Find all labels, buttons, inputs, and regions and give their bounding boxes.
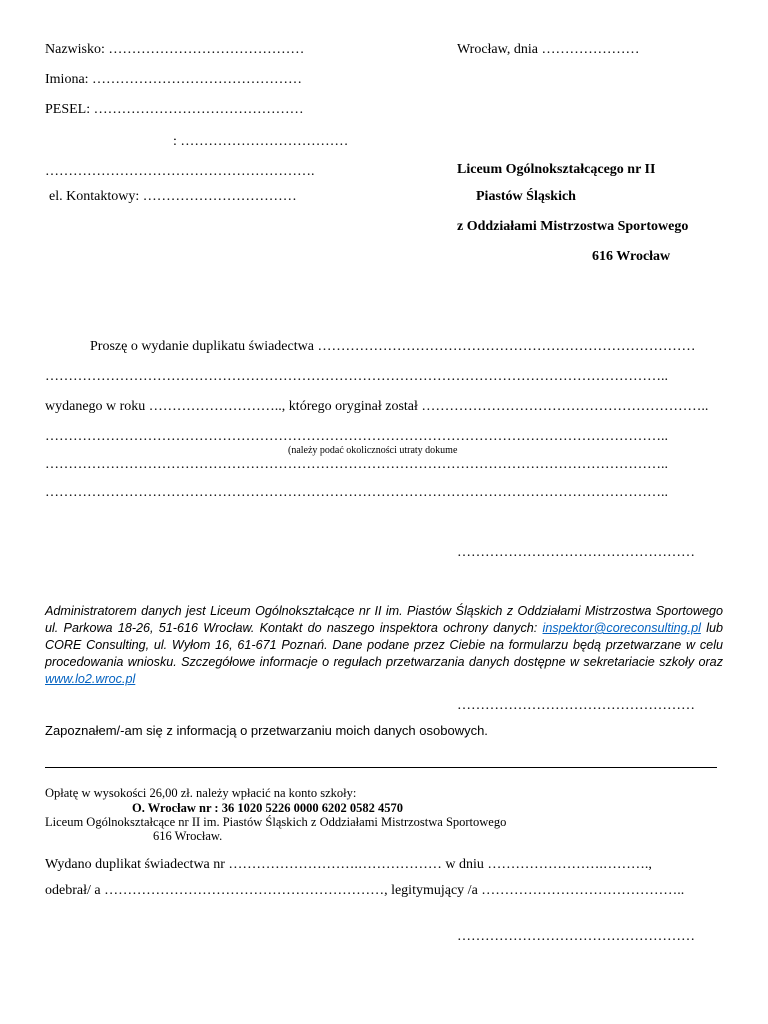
address-field[interactable]: : ……………………………… (173, 134, 349, 149)
bank-account-number: O. Wrocław nr : 36 1020 5226 0000 6202 0582 4570 (132, 801, 403, 815)
inspector-email-link[interactable]: inspektor@coreconsulting.pl (542, 621, 701, 635)
address-line-field[interactable]: …………………………………………………. (45, 164, 315, 179)
recipient-line-3: z Oddziałami Mistrzostwa Sportowego (457, 219, 689, 234)
request-line-4[interactable]: …………………………………………………………………………………………………………………….. (45, 429, 668, 444)
request-line-3[interactable]: wydanego w roku ……………………….., którego oryginał został …………………………………………………….. (45, 399, 709, 414)
request-note: (należy podać okoliczności utraty dokume (288, 445, 458, 456)
request-line-6[interactable]: …………………………………………………………………………………………………………………….. (45, 485, 668, 500)
surname-field[interactable]: Nazwisko: …………………………………… (45, 42, 305, 57)
rodo-acknowledgement: Zapoznałem/-am się z informacją o przetwarzaniu moich danych osobowych. (45, 723, 488, 738)
signature-line-2[interactable]: …………………………………………… (457, 698, 695, 713)
rodo-text-1: Administratorem danych jest Liceum Ogólnokształcące nr II im. Piastów Śląskich z Oddziałami Mistrzostwa Sportowego ul. Parkowa 18-26, 51-616 Wrocław. Kontakt do naszego inspektora ochrony danych: (45, 604, 723, 635)
issued-line-2[interactable]: odebrał/ a ……………………………………………………, legitymujący /a …………………………………….. (45, 883, 685, 898)
recipient-line-2: Piastów Śląskich (476, 189, 576, 204)
recipient-line-4: 616 Wrocław (592, 249, 671, 264)
payment-school-name: Liceum Ogólnokształcące nr II im. Piastów Śląskich z Oddziałami Mistrzostwa Sportowego (45, 815, 507, 829)
rodo-notice (45, 603, 723, 688)
pesel-field[interactable]: PESEL: ……………………………………… (45, 102, 304, 117)
request-line-2[interactable]: …………………………………………………………………………………………………………………….. (45, 369, 668, 384)
payment-info: Opłatę w wysokości 26,00 zł. należy wpłacić na konto szkoły: (45, 786, 357, 800)
request-line-1[interactable]: Proszę o wydanie duplikatu świadectwa ……………………………………………………………………… (90, 339, 696, 354)
signature-line-1[interactable]: …………………………………………… (457, 545, 695, 560)
issued-line-1[interactable]: Wydano duplikat świadectwa nr ……………………….……………… w dniu …………………….………., (45, 857, 652, 872)
rodo-text-2: lub CORE Consulting, ul. Wyłom 16, 61-671 Poznań. Dane podane przez Ciebie na formularzu będą przetwarzane w celu procedowania wniosku. Szczegółowe informacje o regułach przetwarzania danych dostępne w sekretariacie szkoły oraz (45, 621, 724, 669)
recipient-line-1: Liceum Ogólnokształcącego nr II (457, 162, 656, 177)
first-names-field[interactable]: Imiona: ……………………………………… (45, 72, 303, 87)
signature-line-3[interactable]: …………………………………………… (457, 929, 695, 944)
school-website-link[interactable]: www.lo2.wroc.pl (45, 672, 136, 686)
payment-city: 616 Wrocław. (153, 829, 223, 843)
contact-phone-field[interactable]: el. Kontaktowy: …………………………… (49, 189, 297, 204)
section-divider (45, 767, 717, 768)
request-line-5[interactable]: …………………………………………………………………………………………………………………….. (45, 457, 668, 472)
place-date-field[interactable]: Wrocław, dnia ………………… (457, 42, 640, 57)
